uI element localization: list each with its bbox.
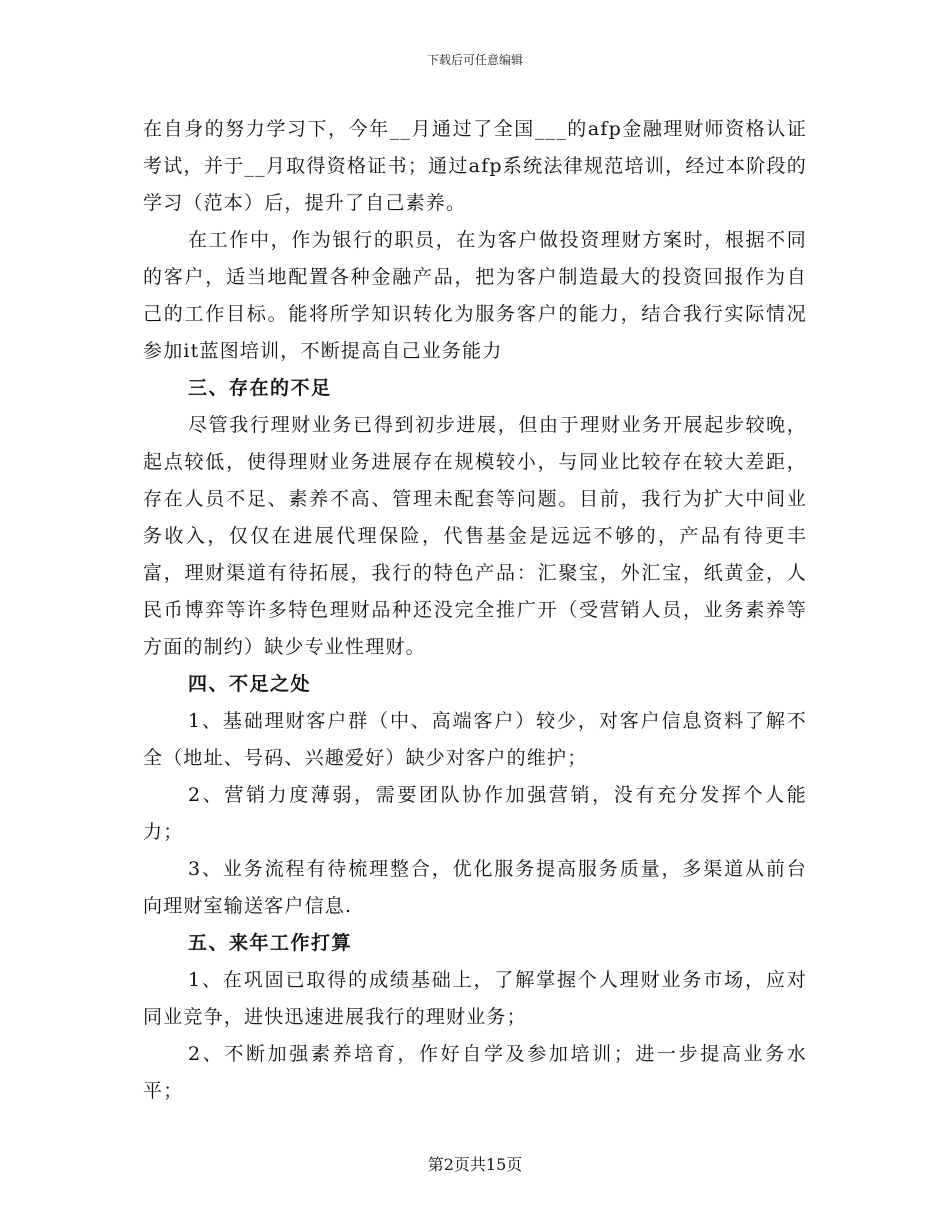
list-item-plan-1: 1、在巩固已取得的成绩基础上，了解掌握个人理财业务市场，应对同业竞争，进快迅速进展我行的理财业务； xyxy=(143,969,807,1028)
section-heading-next-year-plan: 五、来年工作打算 xyxy=(188,932,353,954)
list-item-deficiency-3: 3、业务流程有待梳理整合，优化服务提高服务质量，多渠道从前台向理财室输送客户信息. xyxy=(143,858,807,917)
page-number: 第2页共15页 xyxy=(427,1155,523,1174)
list-item-deficiency-2: 2、营销力度薄弱，需要团队协作加强营销，没有充分发挥个人能力； xyxy=(143,784,807,843)
paragraph-shortcomings: 尽管我行理财业务已得到初步进展，但由于理财业务开展起步较晚，起点较低，使得理财业务进展存在规模较小，与同业比较存在较大差距，存在人员不足、素养不高、管理未配套等问题。目前，我行为扩大中间业务收入，仅仅在进展代理保险，代售基金是远远不够的，产品有待更丰富，理财渠道有待拓展，我行的特色产品：汇聚宝，外汇宝，纸黄金，人民币博弈等许多特色理财品种还没完全推广开（受营销人员，业务素养等方面的制约）缺少专业性理财。 xyxy=(143,414,807,658)
paragraph-study: 在自身的努力学习下，今年__月通过了全国___的afp金融理财师资格认证考试，并于__月取得资格证书；通过afp系统法律规范培训，经过本阶段的学习（范本）后，提升了自己素养。 xyxy=(143,118,807,214)
list-item-plan-2: 2、不断加强素养培育，作好自学及参加培训；进一步提高业务水平； xyxy=(143,1043,807,1102)
document-body xyxy=(143,111,807,1110)
page-header: 下载后可任意编辑 xyxy=(426,53,523,67)
list-item-deficiency-1: 1、基础理财客户群（中、高端客户）较少，对客户信息资料了解不全（地址、号码、兴趣爱好）缺少对客户的维护； xyxy=(143,710,807,769)
section-heading-deficiencies: 四、不足之处 xyxy=(188,673,312,695)
section-heading-shortcomings: 三、存在的不足 xyxy=(188,377,332,399)
paragraph-work: 在工作中，作为银行的职员，在为客户做投资理财方案时，根据不同的客户，适当地配置各种金融产品，把为客户制造最大的投资回报作为自己的工作目标。能将所学知识转化为服务客户的能力，结合我行实际情况参加it蓝图培训，不断提高自己业务能力 xyxy=(143,229,807,362)
